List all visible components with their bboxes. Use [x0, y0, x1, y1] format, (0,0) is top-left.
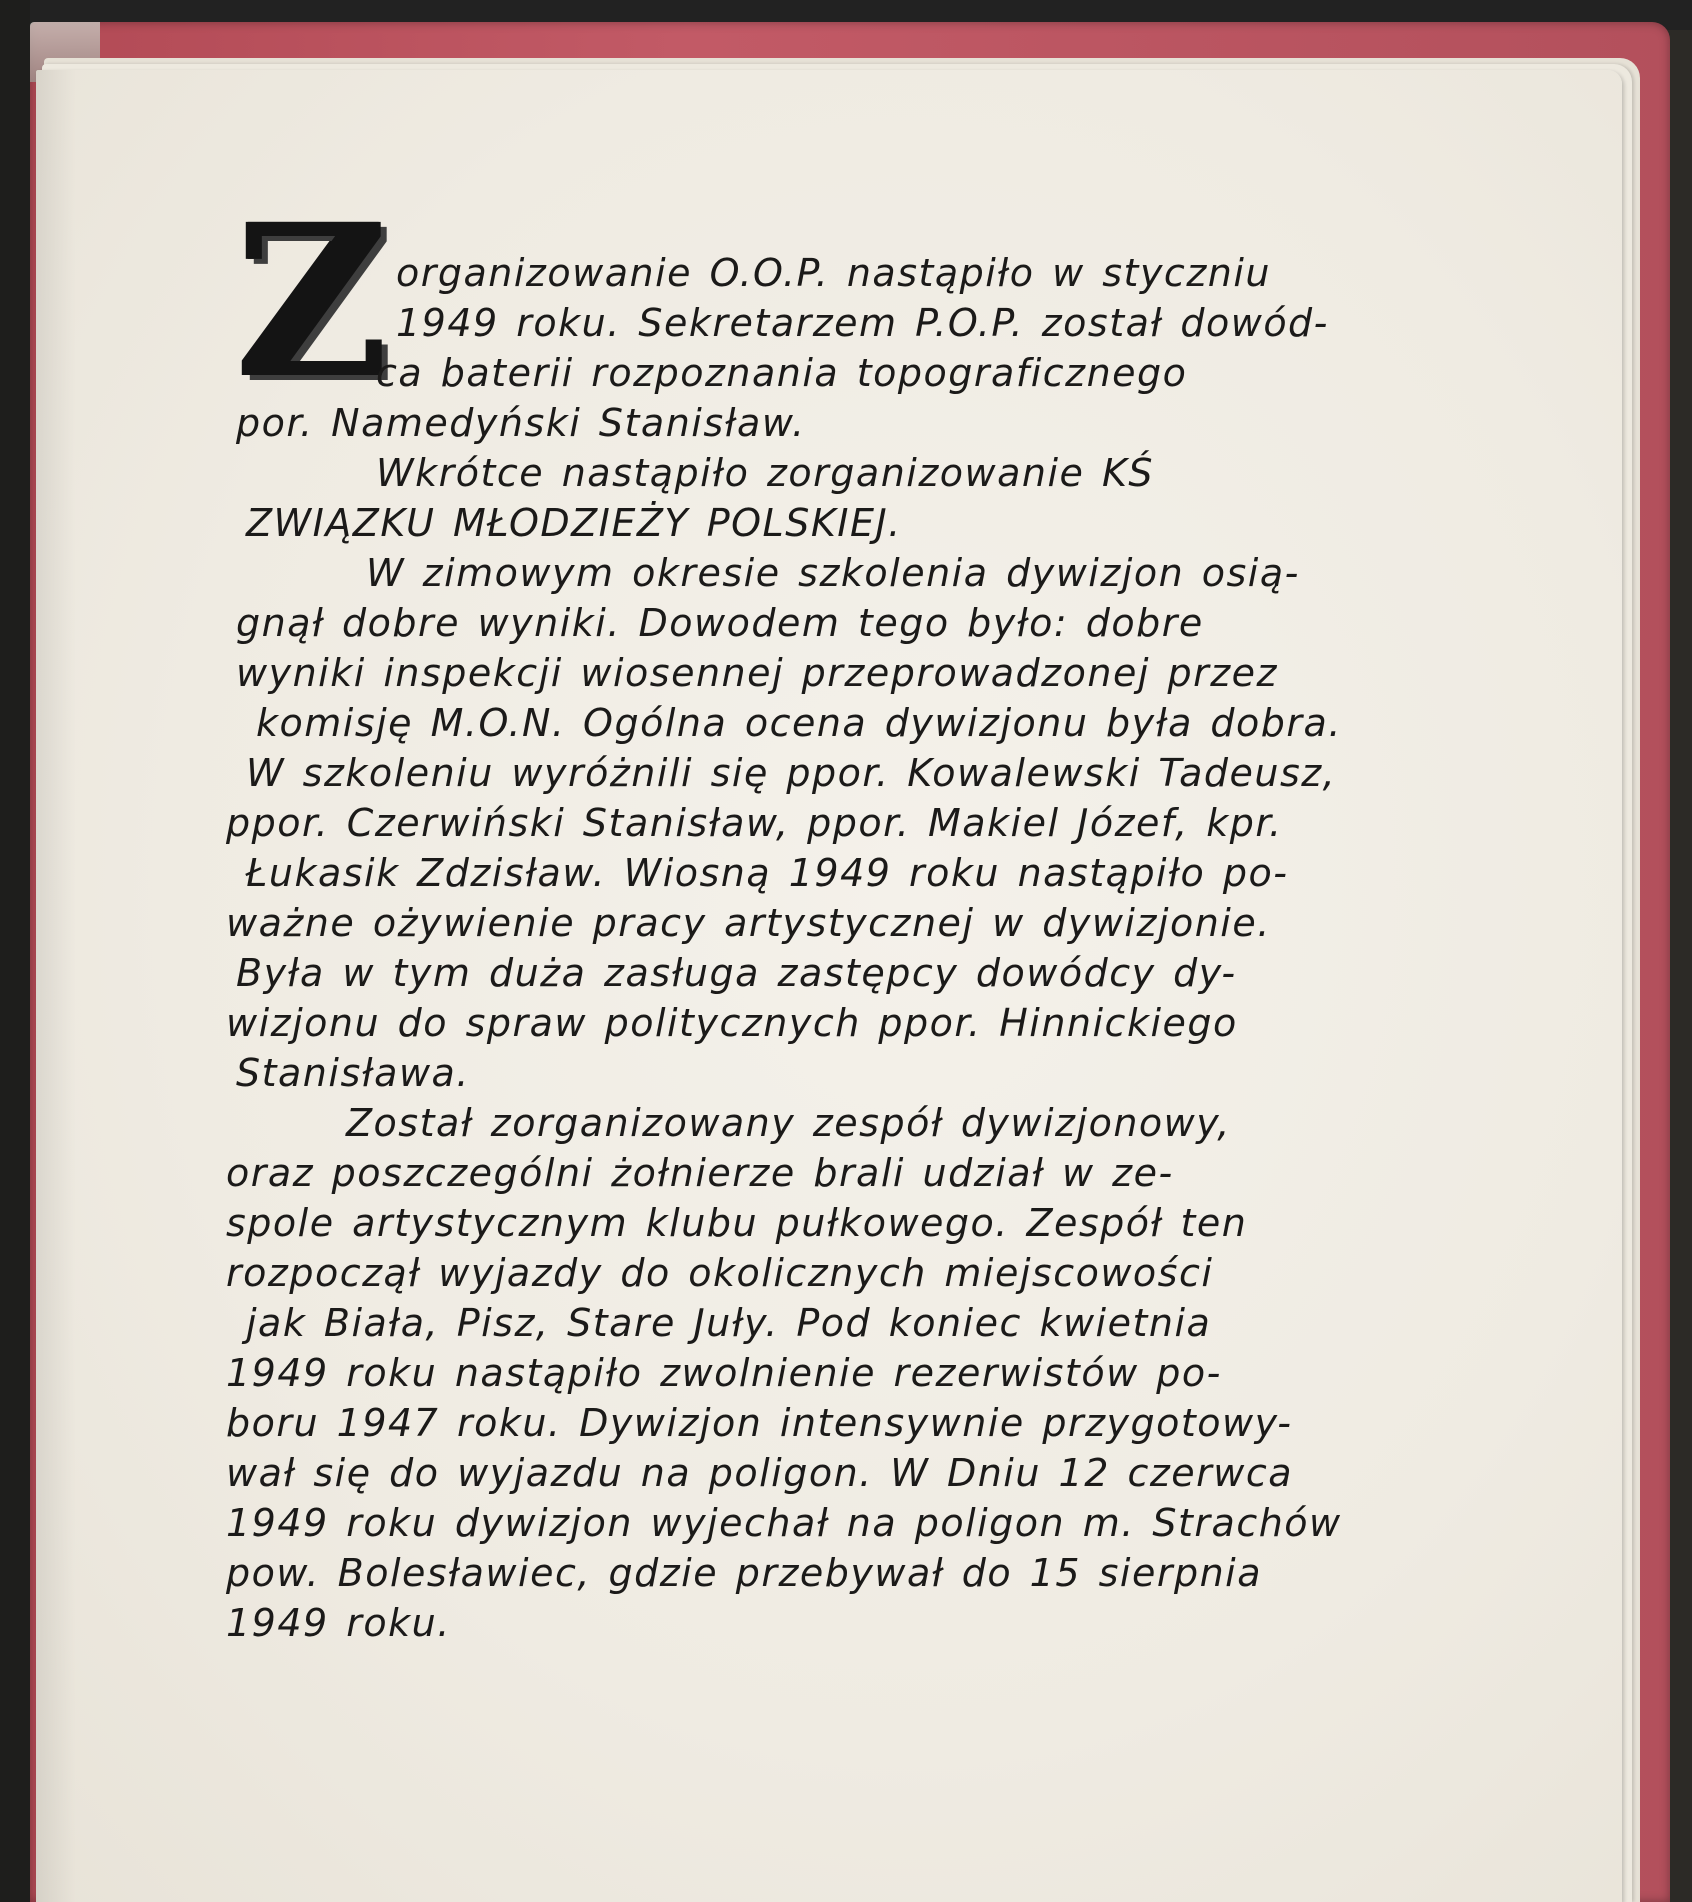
drop-cap-letter: Z: [236, 178, 390, 425]
text-line: W szkoleniu wyróżnili się ppor. Kowalewski Tadeusz,: [246, 751, 1337, 795]
text-line: jak Biała, Pisz, Stare Juły. Pod koniec kwietnia: [246, 1301, 1212, 1345]
text-line: 1949 roku dywizjon wyjechał na poligon m. Strachów: [226, 1501, 1342, 1545]
handwritten-text-block: [226, 248, 1426, 1648]
text-line: 1949 roku nastąpiło zwolnienie rezerwistów po-: [226, 1351, 1222, 1395]
text-line: 1949 roku.: [226, 1601, 451, 1645]
text-line: komisję M.O.N. Ogólna ocena dywizjonu była dobra.: [256, 701, 1342, 745]
text-line: spole artystycznym klubu pułkowego. Zespół ten: [226, 1201, 1248, 1245]
text-line: rozpoczął wyjazdy do okolicznych miejscowości: [226, 1251, 1214, 1295]
text-line: ca baterii rozpoznania topograficznego: [376, 351, 1188, 395]
text-line: 1949 roku. Sekretarzem P.O.P. został dowód-: [396, 301, 1329, 345]
text-line: boru 1947 roku. Dywizjon intensywnie przygotowy-: [226, 1401, 1293, 1445]
text-line: W zimowym okresie szkolenia dywizjon osią-: [366, 551, 1300, 595]
text-line: Został zorganizowany zespół dywizjonowy,: [346, 1101, 1231, 1145]
text-line: por. Namedyński Stanisław.: [236, 401, 806, 445]
scan-background-left: [0, 0, 30, 1902]
text-line: gnął dobre wyniki. Dowodem tego było: dobre: [236, 601, 1204, 645]
text-line: wał się do wyjazdu na poligon. W Dniu 12 czerwca: [226, 1451, 1294, 1495]
text-line: Była w tym duża zasługa zastępcy dowódcy dy-: [236, 951, 1237, 995]
gutter-shadow: [36, 70, 76, 1902]
text-line: pow. Bolesławiec, gdzie przebywał do 15 sierpnia: [226, 1551, 1263, 1595]
text-line: ppor. Czerwiński Stanisław, ppor. Makiel Józef, kpr.: [226, 801, 1283, 845]
text-line: Wkrótce nastąpiło zorganizowanie KŚ: [376, 451, 1155, 495]
text-line: wyniki inspekcji wiosennej przeprowadzonej przez: [236, 651, 1278, 695]
text-line: oraz poszczególni żołnierze brali udział w ze-: [226, 1151, 1174, 1195]
text-line: ważne ożywienie pracy artystycznej w dywizjonie.: [226, 901, 1271, 945]
text-line: Stanisława.: [236, 1051, 470, 1095]
text-line: wizjonu do spraw politycznych ppor. Hinnickiego: [226, 1001, 1238, 1045]
text-line: ZWIĄZKU MŁODZIEŻY POLSKIEJ.: [246, 501, 902, 545]
text-line: Łukasik Zdzisław. Wiosną 1949 roku nastąpiło po-: [246, 851, 1289, 895]
text-line: organizowanie O.O.P. nastąpiło w styczniu: [396, 251, 1271, 295]
